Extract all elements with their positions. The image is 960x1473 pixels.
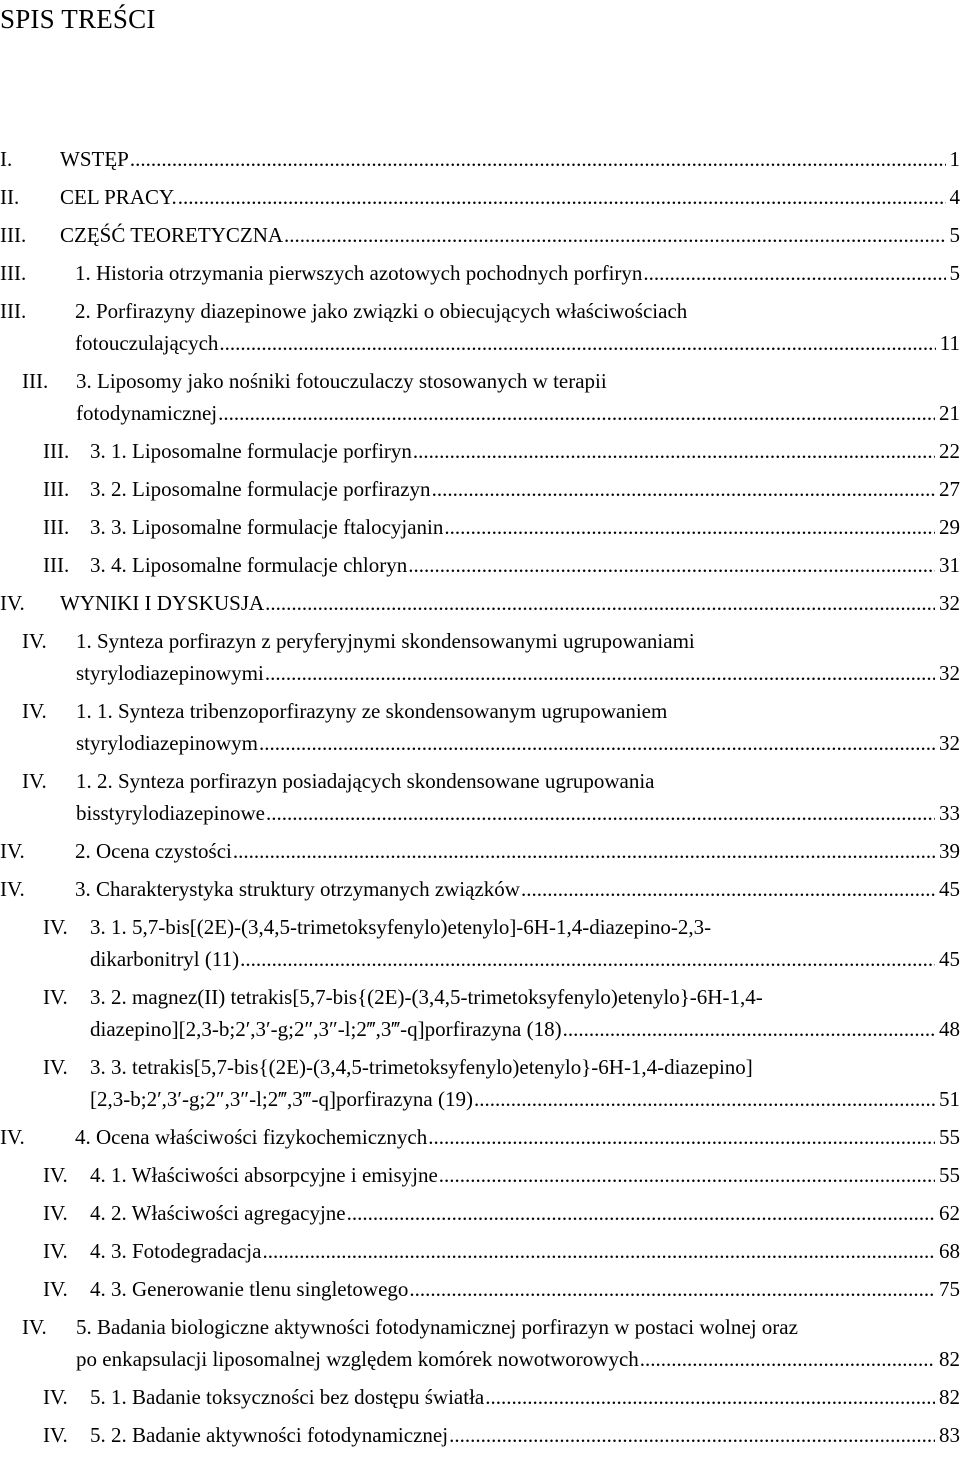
toc-entry-line: [60, 220, 960, 250]
toc-entry[interactable]: [0, 982, 960, 1052]
dot-leader: [408, 550, 935, 580]
toc-entry-page-number: 5: [949, 261, 960, 285]
toc-entry-section-number: IV.: [0, 591, 25, 615]
toc-entry[interactable]: [0, 258, 960, 296]
toc-entry-section-number: III.: [0, 299, 27, 323]
toc-entry-line: [60, 144, 960, 174]
toc-entry-page-number: 45: [939, 877, 960, 901]
toc-entry-title: 4. 3. Fotodegradacja: [90, 1239, 262, 1263]
toc-entry[interactable]: [0, 874, 960, 912]
toc-entry[interactable]: [0, 588, 960, 626]
dot-leader: [640, 1344, 935, 1374]
toc-entry-line: [75, 874, 960, 904]
table-of-contents: [0, 144, 960, 1458]
toc-entry[interactable]: [0, 436, 960, 474]
toc-entry-page-number: 21: [939, 401, 960, 425]
dot-leader: [265, 658, 935, 688]
toc-entry-page-number: 32: [939, 731, 960, 755]
dot-leader: [265, 588, 935, 618]
toc-entry-title: 1. 1. Synteza tribenzoporfirazyny ze skondensowanym ugrupowaniem: [76, 699, 668, 723]
toc-entry-line: [76, 798, 960, 828]
toc-entry-section-number: III.: [0, 261, 27, 285]
toc-entry[interactable]: [0, 1052, 960, 1122]
toc-entry-section-number: IV.: [43, 1423, 68, 1447]
toc-entry-title: po enkapsulacji liposomalnej względem komórek nowotworowych: [76, 1347, 639, 1371]
toc-entry-page-number: 83: [939, 1423, 960, 1447]
toc-entry-page-number: 1: [949, 147, 960, 171]
toc-entry-section-number: IV.: [43, 1163, 68, 1187]
toc-entry-title: CEL PRACY.: [60, 185, 177, 209]
toc-entry-title: dikarbonitryl (11): [90, 947, 240, 971]
toc-entry-title: diazepino][2,3-b;2′,3′-g;2″,3″-l;2‴,3‴-q]porfirazyna (18): [90, 1017, 562, 1041]
toc-entry-title: 3. 3. Liposomalne formulacje ftalocyjanin: [90, 515, 444, 539]
toc-entry-title: styrylodiazepinowym: [76, 731, 258, 755]
toc-entry-line: [76, 728, 960, 758]
dot-leader: [284, 220, 945, 250]
toc-entry-title: 3. 3. tetrakis[5,7-bis{(2E)-(3,4,5-trimetoksyfenylo)etenylo}-6H-1,4-diazepino]: [90, 1055, 753, 1079]
toc-entry-title: 3. 1. 5,7-bis[(2E)-(3,4,5-trimetoksyfenylo)etenylo]-6H-1,4-diazepino-2,3-: [90, 915, 712, 939]
toc-entry[interactable]: [0, 1122, 960, 1160]
toc-entry-title: 4. 2. Właściwości agregacyjne: [90, 1201, 346, 1225]
toc-entry-line: [90, 436, 960, 466]
toc-entry-section-number: IV.: [43, 1239, 68, 1263]
toc-entry-page-number: 27: [939, 477, 960, 501]
dot-leader: [521, 874, 935, 904]
toc-entry[interactable]: [0, 1274, 960, 1312]
toc-entry-line: [90, 1084, 960, 1114]
toc-entry-page-number: 39: [939, 839, 960, 863]
toc-entry-section-number: IV.: [22, 1315, 47, 1339]
toc-entry-title: WSTĘP: [60, 147, 129, 171]
toc-entry-section-number: I.: [0, 147, 13, 171]
toc-entry-page-number: 55: [939, 1125, 960, 1149]
toc-entry-section-number: IV.: [43, 1201, 68, 1225]
toc-entry-section-number: III.: [43, 439, 70, 463]
toc-entry-section-number: III.: [43, 515, 70, 539]
toc-entry[interactable]: [0, 836, 960, 874]
dot-leader: [347, 1198, 935, 1228]
dot-leader: [439, 1160, 935, 1190]
toc-entry-line: [75, 1122, 960, 1152]
toc-entry[interactable]: [0, 766, 960, 836]
toc-entry-page-number: 33: [939, 801, 960, 825]
toc-entry-section-number: III.: [43, 477, 70, 501]
toc-entry-line: [90, 1160, 960, 1190]
dot-leader: [178, 182, 946, 212]
toc-entry-title: 5. 1. Badanie toksyczności bez dostępu światła: [90, 1385, 485, 1409]
toc-entry-page-number: 22: [939, 439, 960, 463]
dot-leader: [409, 1274, 935, 1304]
toc-entry-section-number: III.: [43, 553, 70, 577]
toc-entry-line: [90, 1014, 960, 1044]
toc-entry[interactable]: [0, 1160, 960, 1198]
toc-entry-page-number: 32: [939, 661, 960, 685]
toc-entry-title: styrylodiazepinowymi: [76, 661, 264, 685]
toc-entry-title: 1. 2. Synteza porfirazyn posiadających skondensowane ugrupowania: [76, 769, 655, 793]
toc-entry[interactable]: [0, 144, 960, 182]
toc-entry[interactable]: [0, 550, 960, 588]
toc-entry-title: 4. 3. Generowanie tlenu singletowego: [90, 1277, 409, 1301]
toc-entry-page-number: 82: [939, 1347, 960, 1371]
dot-leader: [259, 728, 935, 758]
dot-leader: [485, 1382, 935, 1412]
toc-entry-title: fotouczulających: [75, 331, 219, 355]
toc-entry-title: CZĘŚĆ TEORETYCZNA: [60, 223, 284, 247]
toc-entry-title: 4. Ocena właściwości fizykochemicznych: [75, 1125, 428, 1149]
dot-leader: [218, 398, 935, 428]
toc-entry[interactable]: [0, 366, 960, 436]
toc-entry-line: [75, 836, 960, 866]
toc-entry-line: [90, 1198, 960, 1228]
dot-leader: [413, 436, 935, 466]
toc-entry[interactable]: [0, 1420, 960, 1458]
toc-entry-line: [90, 1382, 960, 1412]
page-title: SPIS TREŚCI: [0, 4, 156, 34]
toc-entry-page-number: 62: [939, 1201, 960, 1225]
toc-entry-line: [90, 474, 960, 504]
toc-entry-page-number: 55: [939, 1163, 960, 1187]
toc-entry-section-number: IV.: [43, 1055, 68, 1079]
toc-entry-page-number: 4: [949, 185, 960, 209]
toc-entry[interactable]: [0, 626, 960, 696]
toc-entry-page-number: 68: [939, 1239, 960, 1263]
toc-entry-line: [90, 1420, 960, 1450]
toc-entry-title: 3. Charakterystyka struktury otrzymanych związków: [75, 877, 520, 901]
toc-entry-page-number: 75: [939, 1277, 960, 1301]
toc-entry-line: [76, 1344, 960, 1374]
toc-entry-line: [75, 258, 960, 288]
dot-leader: [240, 944, 935, 974]
toc-entry-line: [76, 398, 960, 428]
toc-entry[interactable]: [0, 474, 960, 512]
toc-entry-section-number: III.: [0, 223, 27, 247]
toc-entry-line: [76, 658, 960, 688]
toc-entry-section-number: IV.: [0, 877, 25, 901]
dot-leader: [449, 1420, 935, 1450]
toc-entry-title: WYNIKI I DYSKUSJA: [60, 591, 265, 615]
toc-entry[interactable]: [0, 1198, 960, 1236]
dot-leader: [428, 1122, 935, 1152]
dot-leader: [432, 474, 935, 504]
toc-entry-title: bisstyrylodiazepinowe: [76, 801, 265, 825]
toc-entry-title: 2. Ocena czystości: [75, 839, 232, 863]
toc-entry-section-number: IV.: [43, 1385, 68, 1409]
toc-entry-title: 5. 2. Badanie aktywności fotodynamicznej: [90, 1423, 449, 1447]
toc-entry-page-number: 45: [939, 947, 960, 971]
toc-entry-line: [75, 328, 960, 358]
dot-leader: [219, 328, 935, 358]
toc-entry-title: 1. Historia otrzymania pierwszych azotowych pochodnych porfiryn: [75, 261, 643, 285]
toc-entry-page-number: 5: [949, 223, 960, 247]
toc-entry-title: 3. 2. Liposomalne formulacje porfirazyn: [90, 477, 431, 501]
toc-entry-line: [90, 550, 960, 580]
toc-entry[interactable]: [0, 1312, 960, 1382]
toc-entry[interactable]: [0, 1236, 960, 1274]
toc-entry-page-number: 11: [939, 331, 960, 355]
toc-entry[interactable]: [0, 696, 960, 766]
toc-entry-page-number: 31: [939, 553, 960, 577]
toc-entry[interactable]: [0, 512, 960, 550]
toc-entry-line: [90, 944, 960, 974]
toc-entry-title: 4. 1. Właściwości absorpcyjne i emisyjne: [90, 1163, 438, 1187]
toc-entry[interactable]: [0, 912, 960, 982]
toc-entry-line: [60, 588, 960, 618]
toc-entry-section-number: IV.: [43, 915, 68, 939]
toc-entry-page-number: 51: [939, 1087, 960, 1111]
dot-leader: [474, 1084, 935, 1114]
toc-entry[interactable]: [0, 296, 960, 366]
toc-entry-line: [90, 1274, 960, 1304]
toc-entry-section-number: IV.: [0, 839, 25, 863]
toc-entry-title: 3. 2. magnez(II) tetrakis[5,7-bis{(2E)-(3,4,5-trimetoksyfenylo)etenylo}-6H-1,4-: [90, 985, 763, 1009]
dot-leader: [262, 1236, 935, 1266]
dot-leader: [563, 1014, 935, 1044]
toc-entry-section-number: IV.: [22, 769, 47, 793]
toc-entry[interactable]: [0, 220, 960, 258]
toc-entry-line: [90, 512, 960, 542]
toc-entry-section-number: IV.: [43, 1277, 68, 1301]
toc-entry-page-number: 82: [939, 1385, 960, 1409]
toc-entry-title: 1. Synteza porfirazyn z peryferyjnymi skondensowanymi ugrupowaniami: [76, 629, 695, 653]
toc-entry-title: fotodynamicznej: [76, 401, 218, 425]
toc-entry-section-number: IV.: [43, 985, 68, 1009]
dot-leader: [233, 836, 935, 866]
dot-leader: [266, 798, 935, 828]
toc-entry-page-number: 32: [939, 591, 960, 615]
toc-entry-title: 3. 4. Liposomalne formulacje chloryn: [90, 553, 408, 577]
dot-leader: [643, 258, 945, 288]
toc-entry-line: [90, 1236, 960, 1266]
toc-entry-page-number: 48: [939, 1017, 960, 1041]
toc-entry-title: 2. Porfirazyny diazepinowe jako związki o obiecujących właściwościach: [75, 299, 688, 323]
toc-entry-section-number: IV.: [22, 699, 47, 723]
toc-entry-section-number: II.: [0, 185, 20, 209]
toc-entry-section-number: IV.: [0, 1125, 25, 1149]
toc-entry-section-number: III.: [22, 369, 49, 393]
toc-entry-page-number: 29: [939, 515, 960, 539]
dot-leader: [130, 144, 946, 174]
toc-entry-section-number: IV.: [22, 629, 47, 653]
toc-entry-title: 5. Badania biologiczne aktywności fotodynamicznej porfirazyn w postaci wolnej oraz: [76, 1315, 798, 1339]
toc-entry-line: [60, 182, 960, 212]
toc-entry-title: 3. 1. Liposomalne formulacje porfiryn: [90, 439, 412, 463]
dot-leader: [444, 512, 935, 542]
toc-entry[interactable]: [0, 1382, 960, 1420]
toc-entry-title: 3. Liposomy jako nośniki fotouczulaczy stosowanych w terapii: [76, 369, 607, 393]
toc-entry-title: [2,3-b;2′,3′-g;2″,3″-l;2‴,3‴-q]porfirazyna (19): [90, 1087, 473, 1111]
toc-entry[interactable]: [0, 182, 960, 220]
